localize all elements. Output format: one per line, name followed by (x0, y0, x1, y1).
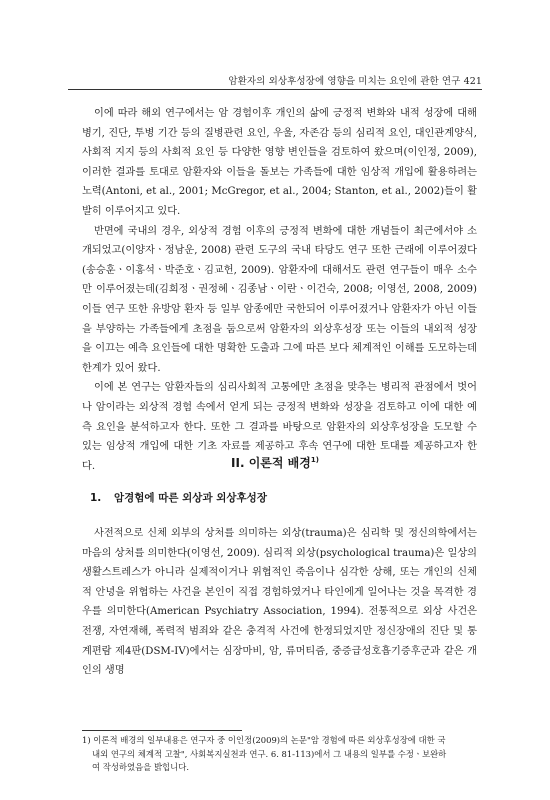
footnote-mark: 1) (310, 456, 319, 464)
footnote-line-1: 1) 이론적 배경의 일부내용은 연구자 중 이인정(2009)의 논문"암 경험에 따른 외상후성장에 대한 국 (82, 735, 446, 745)
footnote (82, 734, 480, 775)
running-header (68, 73, 482, 90)
footnote-line-2: 내외 연구의 체계적 고찰", 사회복지실천과 연구. 6. 81-113)에서 그 내용의 일부를 수정ㆍ보완하 (92, 748, 447, 759)
paragraph-1: 이에 따라 해외 연구에서는 암 경험이후 개인의 삶에 긍정적 변화와 내적 성장에 대해 병기, 진단, 투병 기간 등의 질병관련 요인, 우울, 자존감 등의 심리적 요인, 대인관계양식, 사회적 지지 등의 사회적 요인 등 다양한 영향 변인들을 검토하여 왔으며(이인정, 2009), 이러한 결과를 토대로 암환자와 이들을 돌보는 가족들에 대한 임상적 개입에 활용하려는 노력(Antoni, et al., 2001; McGregor, et al., 2004; Stanton, et al., 2002)들이 활발히 이루어지고 있다. (82, 108, 477, 217)
subsection-number: 1. (90, 492, 102, 504)
section-heading (0, 454, 550, 471)
theory-body (82, 524, 477, 681)
section-title-text: II. 이론적 배경 (231, 456, 311, 470)
page-number: 421 (463, 76, 482, 87)
paragraph-2: 반면에 국내의 경우, 외상적 경험 이후의 긍정적 변화에 대한 개념들이 최근에서야 소개되었고(이양자ㆍ정남운, 2008) 관련 도구의 국내 타당도 연구 또한 근래에 이루어졌다(송승훈ㆍ이홍석ㆍ박준호ㆍ김교헌, 2009). 암환자에 대해서도 관련 연구들이 매우 소수만 이루어졌는데(김희정ㆍ권정혜ㆍ김종남ㆍ이란ㆍ이건숙, 2008; 이영선, 2008, 2009) 이들 연구 또한 유방암 환자 등 일부 암종에만 국한되어 이루어졌거나 암환자가 아닌 이들을 부양하는 가족들에게 초점을 둠으로써 암환자의 외상후성장 또는 이들의 내외적 성장을 이끄는 예측 요인들에 대한 명확한 도출과 그에 따른 보다 체계적인 이해를 도모하는데 한계가 있어 왔다. (82, 225, 477, 374)
theory-paragraph-1: 사전적으로 신체 외부의 상처를 의미하는 외상(trauma)은 심리학 및 정신의학에서는 마음의 상처를 의미한다(이영선, 2009). 심리적 외상(psychological trauma)은 일상의 생활스트레스가 아니라 실제적이거나 위협적인 죽음이나 심각한 상해, 또는 개인의 신체적 안녕을 위협하는 사건을 본인이 직접 경험하였거나 타인에게 일어나는 것을 목격한 경우를 의미한다(American Psychiatry Association, 1994). 전통적으로 외상 사건은 전쟁, 자연재해, 폭력적 범죄와 같은 충격적 사건에 한정되었지만 정신장애의 진단 및 통계편람 제4판(DSM-IV)에서는 심장마비, 암, 류머티즘, 중증급성호흡기증후군과 같은 개인의 생명 (82, 528, 477, 677)
footnote-divider (82, 730, 242, 731)
subsection-heading (90, 490, 267, 505)
running-title: 암환자의 외상후성장에 영향을 미치는 요인에 관한 연구 (228, 76, 461, 87)
intro-body (82, 104, 477, 476)
paragraph-3: 이에 본 연구는 암환자들의 심리사회적 고통에만 초점을 맞추는 병리적 관점에서 벗어나 암이라는 외상적 경험 속에서 얻게 되는 긍정적 변화와 성장을 검토하고 이에 대한 예측 요인을 분석하고자 한다. 또한 그 결과를 바탕으로 암환자의 외상후성장을 도모할 수 있는 임상적 개입에 대한 기초 자료를 제공하고 후속 연구에 대한 토대를 제공하고자 한다. (82, 382, 477, 472)
subsection-title: 암경험에 따른 외상과 외상후성장 (114, 492, 267, 504)
footnote-line-3: 여 작성하였음을 밝힙니다. (92, 762, 189, 772)
